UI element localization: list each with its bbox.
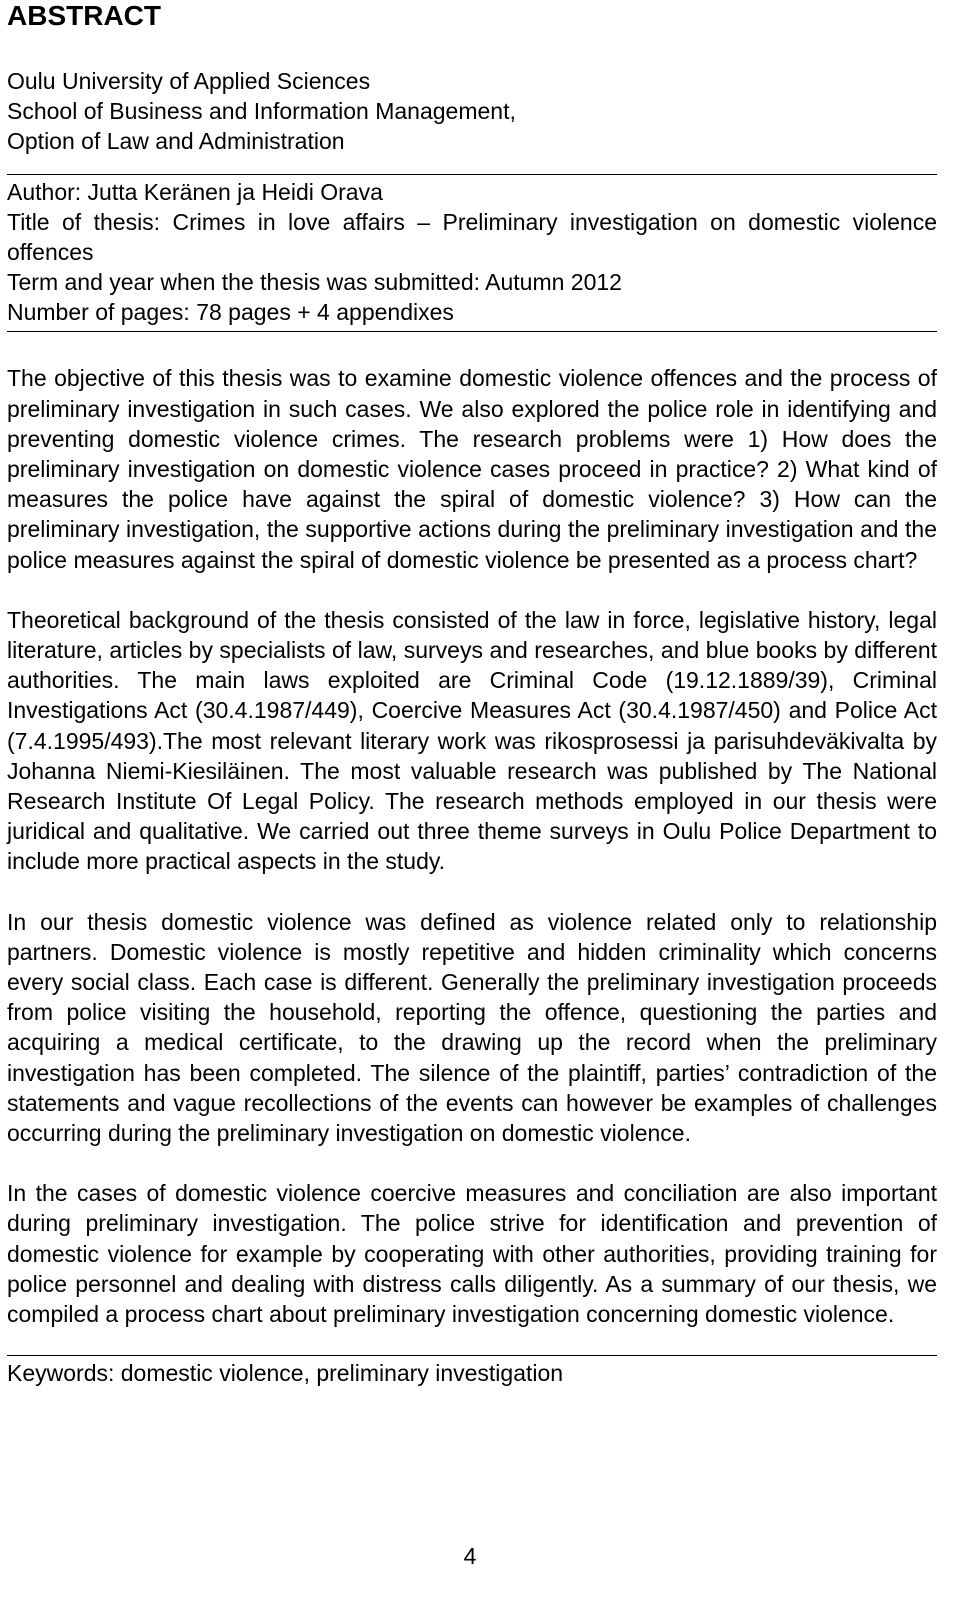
institution-block — [7, 64, 937, 156]
divider-middle — [7, 331, 937, 332]
pages-line: Number of pages: 78 pages + 4 appendixes — [7, 299, 454, 326]
document-page — [7, 0, 937, 1388]
thesis-title-line: Title of thesis: Crimes in love affairs ‒ Preliminary investigation on domestic violence offences — [7, 209, 937, 266]
abstract-paragraph-theory: Theoretical background of the thesis consisted of the law in force, legislative history, legal literature, articles by specialists of law, surveys and researches, and blue books by different authorities. The main laws exploited are Criminal Code (19.12.1889/39), Criminal Investigations Act (30.4.1987/449), Coercive Measures Act (30.4.1987/450) and Police Act (7.4.1995/493).The most relevant literary work was rikosprosessi ja parisuhdeväkivalta by Johanna Niemi-Kiesiläinen. The most valuable research was published by The National Research Institute Of Legal Policy. The research methods employed in our thesis were juridical and qualitative. We carried out three theme surveys in Oulu Police Department to include more practical aspects in the study. — [7, 606, 937, 875]
thesis-meta-block — [7, 175, 937, 327]
abstract-paragraph-measures: In the cases of domestic violence coercive measures and conciliation are also important during preliminary investigation. The police strive for identification and prevention of domestic violence for example by cooperating with other authorities, providing training for police personnel and dealing with distress calls diligently. As a summary of our thesis, we compiled a process chart about preliminary investigation concerning domestic violence. — [7, 1180, 937, 1328]
term-line: Term and year when the thesis was submitted: Autumn 2012 — [7, 269, 622, 296]
institution-line: School of Business and Information Management, — [7, 98, 516, 124]
abstract-paragraph-objective: The objective of this thesis was to examine domestic violence offences and the process of preliminary investigation in such cases. We also explored the police role in identifying and preventing domestic violence crimes. The research problems were 1) How does the preliminary investigation on domestic violence cases proceed in practice? 2) What kind of measures the police have against the spiral of domestic violence? 3) How can the preliminary investigation, the supportive actions during the preliminary investigation and the police measures against the spiral of domestic violence be presented as a process chart? — [7, 365, 937, 573]
abstract-paragraph-definition: In our thesis domestic violence was defined as violence related only to relationship partners. Domestic violence is mostly repetitive and hidden criminality which concerns every social class. Each case is different. Generally the preliminary investigation proceeds from police visiting the household, reporting the offence, questioning the parties and acquiring a medical certificate, to the drawing up the record when the preliminary investigation has been completed. The silence of the plaintiff, parties’ contradiction of the statements and vague recollections of the events can however be examples of challenges occurring during the preliminary investigation on domestic violence. — [7, 908, 937, 1147]
keywords-line: Keywords: domestic violence, preliminary investigation — [7, 1360, 564, 1387]
author-line: Author: Jutta Keränen ja Heidi Orava — [7, 179, 383, 205]
institution-line: Option of Law and Administration — [7, 128, 345, 154]
page-number: 4 — [463, 1543, 477, 1569]
institution-line: Oulu University of Applied Sciences — [7, 68, 371, 94]
abstract-heading: ABSTRACT — [7, 0, 161, 31]
